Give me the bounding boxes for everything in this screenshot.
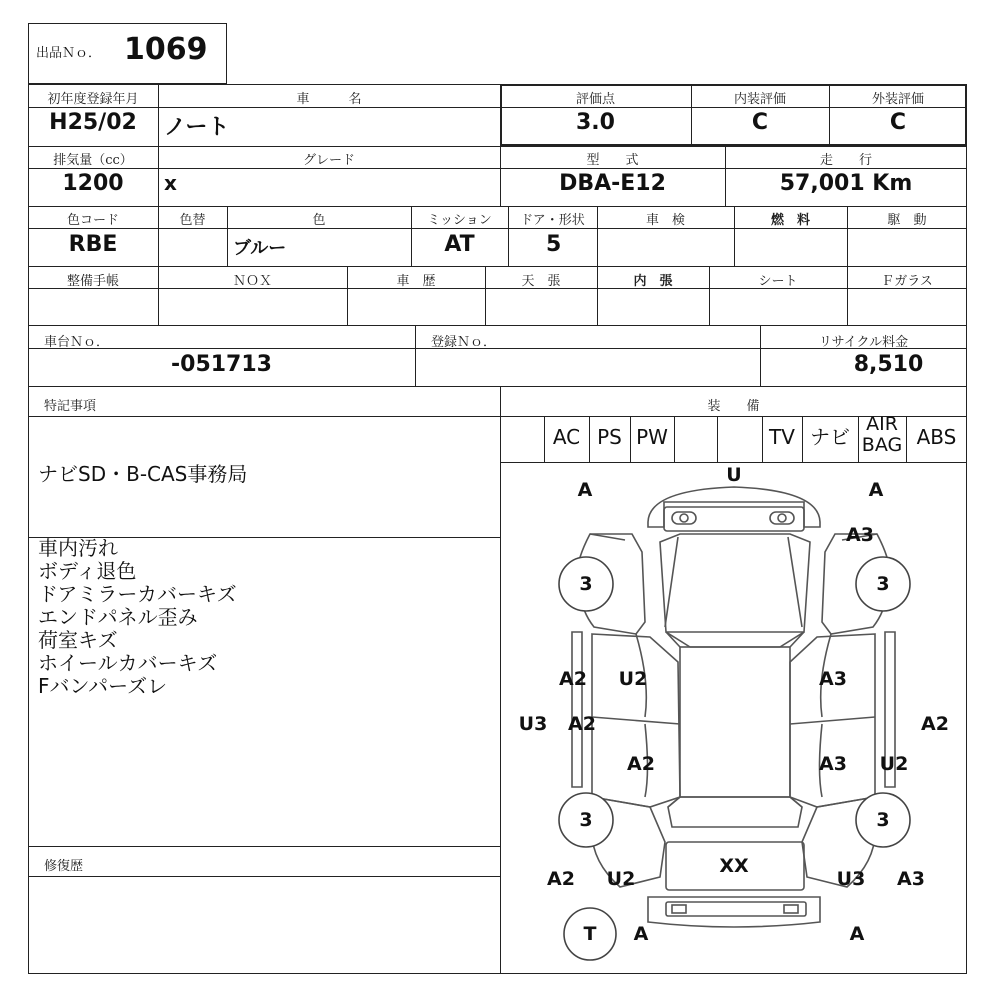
recycle-value: 8,510 bbox=[853, 352, 924, 377]
grade-value: x bbox=[164, 171, 177, 195]
repair-history-label: 修復歴 bbox=[44, 859, 84, 874]
car-name-value: ノート bbox=[164, 115, 230, 140]
mark-rear-l-u2: U2 bbox=[606, 868, 636, 890]
mark-side-r-a2: A2 bbox=[921, 713, 949, 735]
mark-wheel-fr: 3 bbox=[876, 573, 890, 595]
interior-grade-label: 内装評価 bbox=[733, 92, 786, 107]
nox-label: ＮＯＸ bbox=[232, 274, 272, 289]
mark-side-l-a2: A2 bbox=[568, 713, 596, 735]
note-item: Fバンパーズレ bbox=[38, 674, 168, 698]
notes-list bbox=[38, 537, 237, 698]
door-label: ドア・形状 bbox=[520, 213, 585, 228]
exterior-grade-label: 外装評価 bbox=[871, 92, 924, 107]
mission-value: AT bbox=[444, 232, 475, 257]
mark-wheel-rl: 3 bbox=[579, 809, 593, 831]
model-value: DBA-E12 bbox=[559, 171, 666, 196]
note-item: 荷室キズ bbox=[38, 628, 118, 652]
notes-line1: ナビSD・B-CAS事務局 bbox=[38, 462, 248, 486]
mark-door-l-u2: U2 bbox=[618, 668, 648, 690]
equip-ac: AC bbox=[552, 425, 581, 449]
note-item: エンドパネル歪み bbox=[38, 605, 198, 629]
mark-bottom-right: A bbox=[849, 923, 865, 945]
history-label: 車 歴 bbox=[396, 274, 436, 289]
roof-label: 天 張 bbox=[521, 274, 561, 289]
mark-rear-r-a3: A3 bbox=[819, 753, 847, 775]
mission-label: ミッション bbox=[427, 213, 492, 228]
note-item: ホイールカバーキズ bbox=[38, 651, 218, 675]
mark-wheel-rr: 3 bbox=[876, 809, 890, 831]
recycle-label: リサイクル料金 bbox=[818, 335, 909, 350]
seat-label: シート bbox=[758, 274, 798, 289]
car-name-label: 車 名 bbox=[296, 92, 362, 107]
note-item: ドアミラーカバーキズ bbox=[38, 582, 237, 606]
color-label: 色 bbox=[312, 213, 326, 228]
lot-label: 出品Ｎｏ． bbox=[36, 46, 102, 61]
mark-fender-right: A3 bbox=[846, 524, 874, 546]
displacement-label: 排気量（cc） bbox=[53, 153, 133, 168]
equip-ps: PS bbox=[597, 425, 622, 449]
fuel-label: 燃 料 bbox=[770, 213, 810, 228]
equip-abs: ABS bbox=[916, 425, 957, 449]
score-value: 3.0 bbox=[576, 110, 615, 135]
mark-wheel-fl: 3 bbox=[579, 573, 593, 595]
mark-front-right: A bbox=[868, 479, 884, 501]
mark-rear-r-u3: U3 bbox=[836, 868, 866, 890]
reg-year-label: 初年度登録年月 bbox=[47, 92, 139, 107]
reg-year-value: H25/02 bbox=[49, 110, 137, 135]
mark-side-l-u3: U3 bbox=[518, 713, 548, 735]
color-code-value: RBE bbox=[68, 232, 118, 257]
fglass-label: Ｆガラス bbox=[881, 274, 933, 289]
mark-door-l-a2: A2 bbox=[559, 668, 587, 690]
equip-pw: PW bbox=[636, 425, 668, 449]
color-value: ブルー bbox=[233, 238, 287, 259]
note-item: ボディ退色 bbox=[38, 559, 137, 583]
equipment-label: 装 備 bbox=[707, 399, 760, 414]
mark-rear-l-a2: A2 bbox=[547, 868, 575, 890]
mileage-value: 57,001 Km bbox=[779, 171, 913, 196]
mark-spare-tire: T bbox=[583, 923, 597, 945]
mileage-label: 走 行 bbox=[819, 153, 872, 168]
mark-rear-r-u2: U2 bbox=[879, 753, 909, 775]
color-code-label: 色コード bbox=[66, 213, 119, 228]
interior-trim-label: 内 張 bbox=[633, 274, 673, 289]
mark-door-r-a3: A3 bbox=[819, 668, 847, 690]
equip-bag-text: BAG bbox=[861, 434, 903, 456]
chassis-value: -051713 bbox=[171, 352, 272, 377]
equip-tv: TV bbox=[769, 425, 795, 449]
drive-label: 駆 動 bbox=[887, 213, 927, 228]
equip-navi: ナビ bbox=[810, 425, 850, 449]
model-label: 型 式 bbox=[586, 153, 639, 168]
equip-airbag bbox=[858, 414, 906, 456]
repaint-label: 色替 bbox=[179, 213, 206, 228]
reg-no-label: 登録Ｎｏ． bbox=[431, 335, 497, 350]
mark-roof-a2: A2 bbox=[627, 753, 655, 775]
exterior-grade-value: C bbox=[889, 110, 907, 135]
mark-rear-r-a3b: A3 bbox=[897, 868, 925, 890]
interior-grade-value: C bbox=[751, 110, 769, 135]
equip-air-text: AIR bbox=[866, 413, 898, 435]
mark-front-center: U bbox=[726, 464, 742, 486]
mark-front-left: A bbox=[577, 479, 593, 501]
displacement-value: 1200 bbox=[62, 171, 124, 196]
mark-trunk: XX bbox=[719, 855, 749, 877]
lot-number: 1069 bbox=[124, 32, 208, 67]
note-item: 車内汚れ bbox=[38, 536, 118, 560]
mark-bottom-left: A bbox=[633, 923, 649, 945]
inspection-label: 車 検 bbox=[645, 213, 685, 228]
door-value: 5 bbox=[546, 232, 562, 257]
manual-label: 整備手帳 bbox=[66, 274, 119, 289]
score-label: 評価点 bbox=[575, 92, 615, 107]
notes-label: 特記事項 bbox=[44, 399, 97, 414]
chassis-label: 車台Ｎｏ． bbox=[44, 335, 110, 350]
grade-label: グレード bbox=[302, 153, 355, 168]
